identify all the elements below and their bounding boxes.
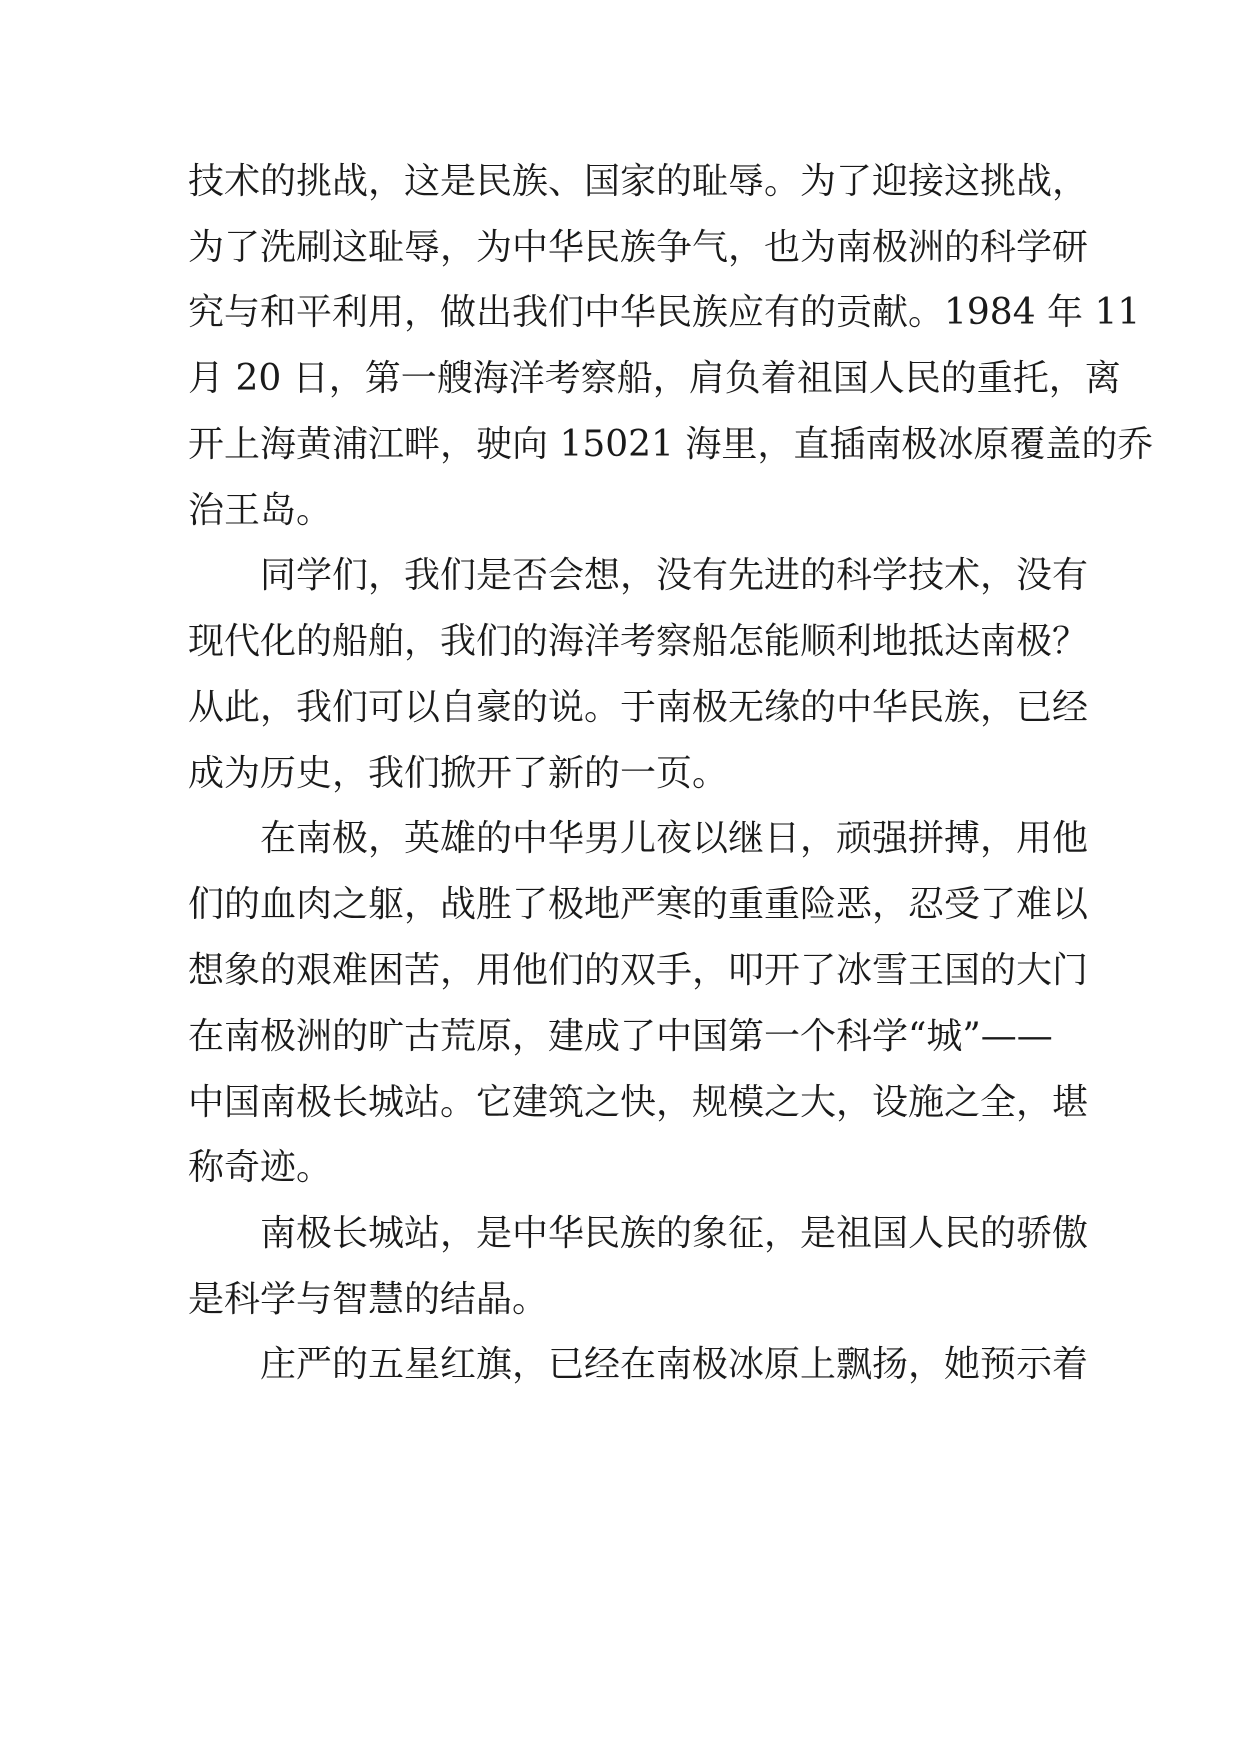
text-line: 开上海黄浦江畔，驶向 15021 海里，直插南极冰原覆盖的乔 [188, 424, 1154, 465]
text-line: 中国南极长城站。它建筑之快，规模之大，设施之全，堪 [188, 1082, 1089, 1123]
text-line: 治王岛。 [188, 490, 333, 531]
text-line: 从此，我们可以自豪的说。于南极无缘的中华民族，已经 [188, 687, 1089, 728]
text-line: 成为历史，我们掀开了新的一页。 [188, 753, 729, 794]
text-line: 现代化的船舶，我们的海洋考察船怎能顺利地抵达南极？ [188, 621, 1089, 662]
text-line: 是科学与智慧的结晶。 [188, 1279, 549, 1320]
paragraph-first-line: 南极长城站，是中华民族的象征，是祖国人民的骄傲 [260, 1213, 1089, 1254]
text-line: 究与和平利用，做出我们中华民族应有的贡献。1984 年 11 [188, 292, 1141, 333]
text-line: 月 20 日，第一艘海洋考察船，肩负着祖国人民的重托，离 [188, 358, 1121, 399]
text-line: 技术的挑战，这是民族、国家的耻辱。为了迎接这挑战， [188, 161, 1089, 202]
text-line: 们的血肉之躯，战胜了极地严寒的重重险恶，忍受了难以 [188, 884, 1089, 925]
text-line: 想象的艰难困苦，用他们的双手，叩开了冰雪王国的大门 [188, 950, 1089, 991]
text-line: 为了洗刷这耻辱，为中华民族争气，也为南极洲的科学研 [188, 227, 1089, 268]
text-line: 在南极洲的旷古荒原，建成了中国第一个科学“城”—— [188, 1016, 1053, 1057]
paragraph-first-line: 在南极，英雄的中华男儿夜以继日，顽强拼搏，用他 [260, 818, 1089, 859]
paragraph-first-line: 庄严的五星红旗，已经在南极冰原上飘扬，她预示着 [260, 1344, 1089, 1385]
paragraph-first-line: 同学们，我们是否会想，没有先进的科学技术，没有 [260, 555, 1089, 596]
text-line: 称奇迹。 [188, 1147, 333, 1188]
